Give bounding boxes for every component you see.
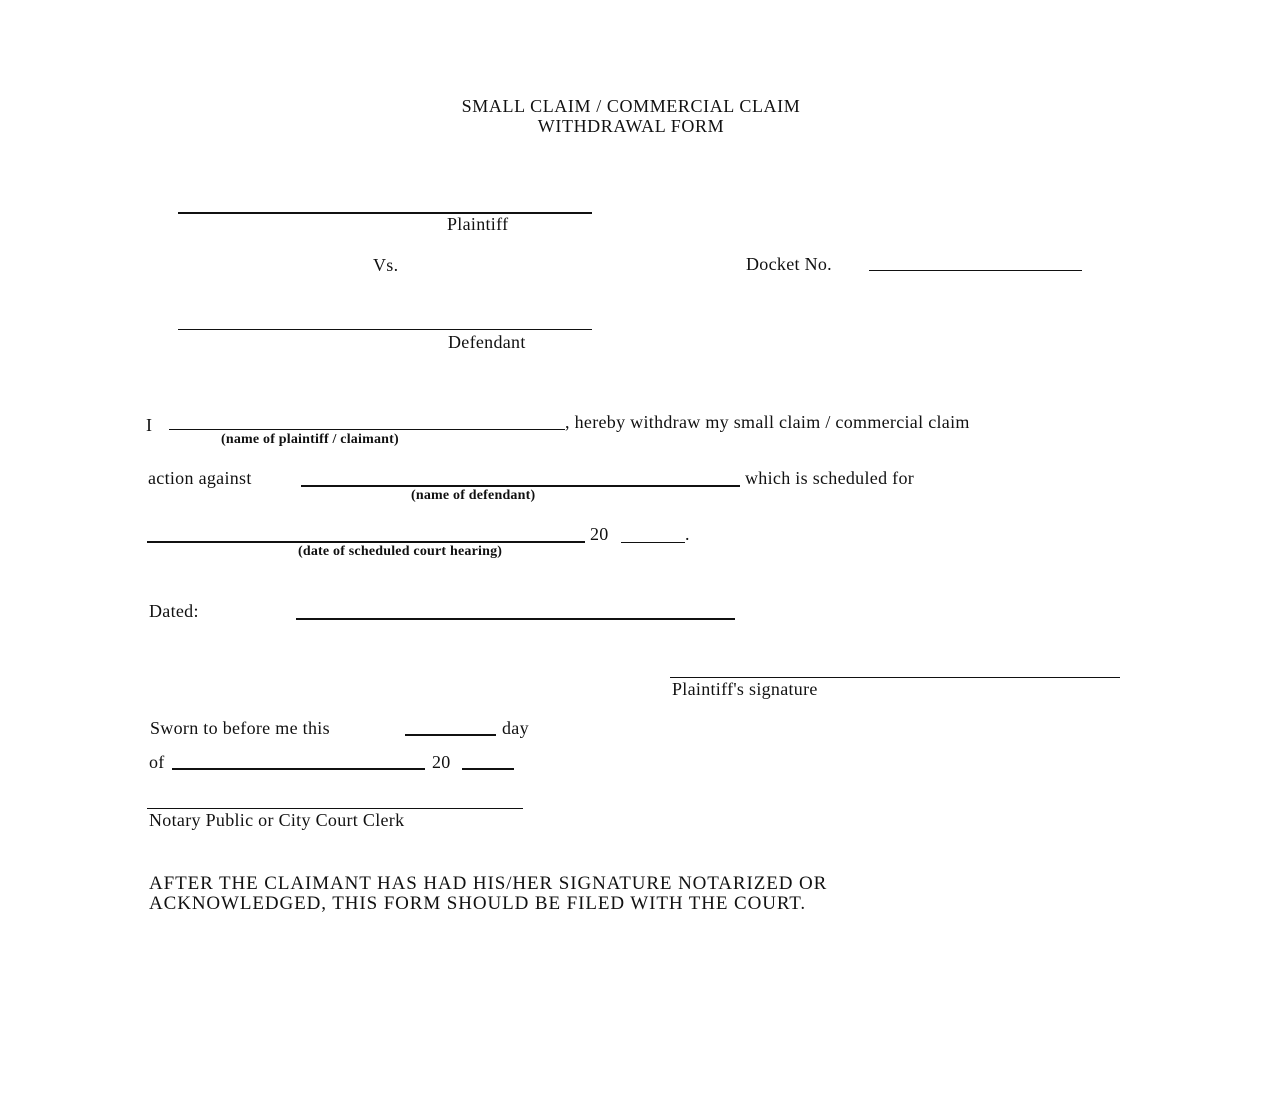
plaintiff-signature-line[interactable]: [670, 677, 1120, 678]
of-label: of: [149, 752, 165, 772]
docket-label: Docket No.: [746, 254, 832, 274]
hearing-date-line[interactable]: [147, 541, 585, 543]
dated-line[interactable]: [296, 618, 735, 620]
statement-prefix-i: I: [146, 415, 153, 435]
hearing-date-hint: (date of scheduled court hearing): [298, 544, 503, 559]
withdraw-text: , hereby withdraw my small claim / commercial claim: [565, 412, 970, 432]
plaintiff-label: Plaintiff: [447, 214, 509, 234]
defendant-label: Defendant: [448, 332, 526, 352]
notary-label: Notary Public or City Court Clerk: [149, 810, 405, 830]
sworn-text: Sworn to before me this: [150, 718, 330, 738]
scheduled-for-text: which is scheduled for: [745, 468, 915, 488]
filing-notice-line2: ACKNOWLEDGED, THIS FORM SHOULD BE FILED WITH THE COURT.: [149, 893, 807, 914]
sworn-month-line[interactable]: [172, 768, 425, 770]
plaintiff-signature-label: Plaintiff's signature: [672, 679, 818, 699]
claimant-name-line[interactable]: [169, 429, 565, 430]
hearing-period: .: [685, 524, 690, 544]
vs-label: Vs.: [373, 255, 399, 275]
action-against-text: action against: [148, 468, 252, 488]
defendant-line[interactable]: [301, 485, 740, 487]
plaintiff-name-hint: (name of plaintiff / claimant): [221, 432, 399, 447]
day-label: day: [502, 718, 529, 738]
hearing-year-prefix: 20: [590, 524, 609, 544]
dated-label: Dated:: [149, 601, 199, 621]
form-title-line2: WITHDRAWAL FORM: [537, 116, 725, 136]
form-title-line1: SMALL CLAIM / COMMERCIAL CLAIM: [461, 96, 801, 116]
defendant-name-line[interactable]: [178, 329, 592, 330]
sworn-day-line[interactable]: [405, 734, 496, 736]
notary-signature-line[interactable]: [147, 808, 523, 809]
docket-number-line[interactable]: [869, 270, 1082, 271]
sworn-year-prefix: 20: [432, 752, 451, 772]
sworn-year-line[interactable]: [462, 768, 514, 770]
hearing-year-line[interactable]: [621, 542, 685, 543]
plaintiff-name-line[interactable]: [178, 212, 592, 214]
defendant-name-hint: (name of defendant): [411, 488, 536, 503]
filing-notice-line1: AFTER THE CLAIMANT HAS HAD HIS/HER SIGNATURE NOTARIZED OR: [149, 873, 828, 894]
